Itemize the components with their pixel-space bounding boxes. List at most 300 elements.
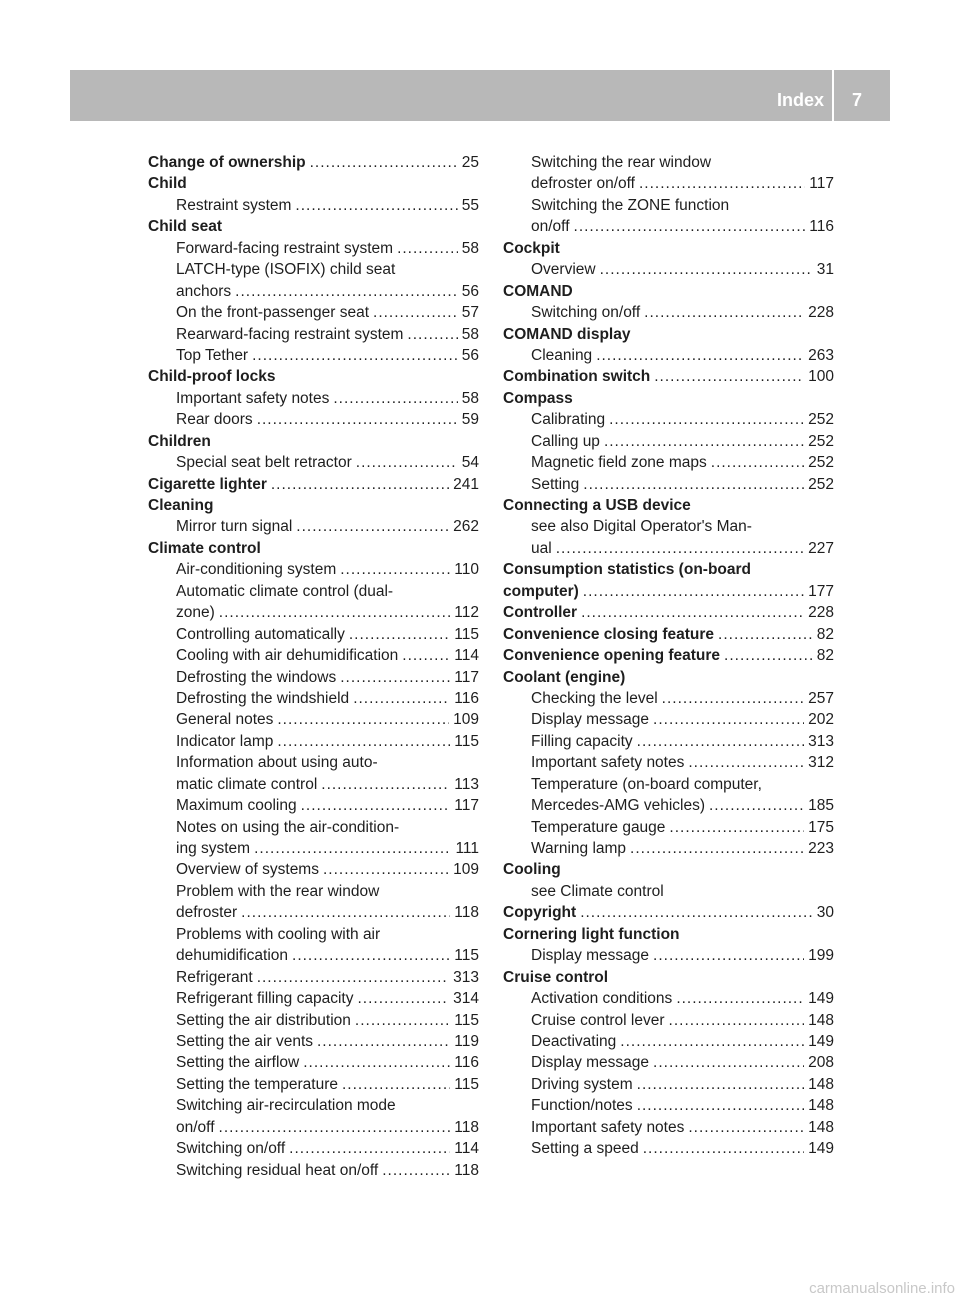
index-page-ref: 113 [454, 775, 479, 793]
index-entry-text: Air-conditioning system [176, 561, 337, 579]
dot-leader [724, 645, 813, 666]
index-page-ref: 115 [454, 1075, 479, 1093]
index-subentry [148, 1052, 479, 1073]
index-entry-text: Cruise control lever [531, 1011, 665, 1029]
dot-leader [604, 431, 804, 452]
index-subentry [148, 752, 479, 773]
index-entry-text: Important safety notes [531, 754, 685, 772]
index-entry-text: Activation conditions [531, 990, 673, 1008]
dot-leader [643, 1138, 804, 1159]
index-subentry [503, 152, 834, 173]
index-entry-text: Automatic climate control (dual- [176, 582, 394, 600]
dot-leader [653, 1052, 804, 1073]
index-subentry [503, 1052, 834, 1073]
index-subentry [148, 409, 479, 430]
index-subentry [148, 881, 479, 902]
dot-leader [271, 474, 449, 495]
index-entry-text: Setting a speed [531, 1140, 639, 1158]
index-page-ref: 257 [808, 689, 834, 707]
dot-leader [630, 838, 804, 859]
index-page-ref: 312 [808, 754, 834, 772]
index-subentry [503, 795, 834, 816]
dot-leader [620, 1031, 804, 1052]
index-entry-text: Switching the ZONE function [531, 196, 730, 214]
index-entry-text: Top Tether [176, 346, 249, 364]
index-heading [503, 667, 834, 688]
index-entry-text: Cleaning [531, 346, 593, 364]
index-page-ref: 109 [453, 861, 479, 879]
index-heading [503, 388, 834, 409]
index-heading [503, 967, 834, 988]
index-entry-text: Important safety notes [531, 1118, 685, 1136]
index-entry-text: Connecting a USB device [503, 497, 691, 514]
dot-leader [257, 967, 449, 988]
index-page-ref: 31 [816, 261, 834, 279]
index-heading [503, 581, 834, 602]
index-entry-text: Rear doors [176, 411, 253, 429]
dot-leader [580, 902, 813, 923]
dot-leader [402, 645, 450, 666]
index-entry-text: Problem with the rear window [176, 882, 380, 900]
index-entry-text: Temperature (on-board computer, [531, 775, 762, 793]
index-entry-text: Overview of systems [176, 861, 319, 879]
index-subentry [148, 302, 479, 323]
index-subentry [503, 216, 834, 237]
index-entry-text: Cornering light function [503, 925, 680, 943]
index-entry-text: On the front-passenger seat [176, 304, 370, 322]
index-entry-text: General notes [176, 711, 274, 729]
index-entry-text: COMAND [503, 282, 573, 300]
dot-leader [583, 474, 804, 495]
dot-leader [323, 859, 449, 880]
index-page-ref: 117 [454, 668, 479, 686]
index-page-ref: 59 [461, 411, 479, 429]
dot-leader [709, 795, 804, 816]
index-subentry [148, 516, 479, 537]
index-entry-text: Overview [531, 261, 596, 279]
dot-leader [596, 345, 804, 366]
index-subentry [503, 173, 834, 194]
dot-leader [340, 667, 450, 688]
dot-leader [711, 452, 804, 473]
section-title: Index [776, 90, 824, 110]
dot-leader [669, 1010, 805, 1031]
index-subentry [503, 452, 834, 473]
index-entry-text: Information about using auto- [176, 754, 378, 772]
index-heading [148, 173, 479, 194]
index-page-ref: 185 [808, 797, 834, 815]
index-page-ref: 117 [809, 175, 834, 193]
index-subentry [148, 988, 479, 1009]
index-heading [148, 431, 479, 452]
dot-leader [373, 302, 458, 323]
index-subentry [148, 259, 479, 280]
index-entry-text: Switching residual heat on/off [176, 1161, 379, 1179]
index-page-ref: 313 [453, 968, 479, 986]
index-subentry [148, 1117, 479, 1138]
dot-leader [296, 516, 449, 537]
index-entry-text: Children [148, 432, 211, 450]
index-entry-text: on/off [531, 218, 570, 236]
index-page-ref: 148 [808, 1097, 834, 1115]
index-heading [503, 324, 834, 345]
index-page-ref: 314 [453, 990, 479, 1008]
index-heading [148, 538, 479, 559]
index-entry-text: Change of ownership [148, 154, 306, 171]
index-page-ref: 177 [808, 582, 834, 600]
dot-leader [583, 581, 804, 602]
index-heading [503, 645, 834, 666]
dot-leader [303, 1052, 450, 1073]
dot-leader [321, 774, 450, 795]
dot-leader [353, 688, 450, 709]
dot-leader [340, 559, 450, 580]
index-page-ref: 116 [809, 218, 834, 236]
index-page-ref: 55 [461, 196, 479, 214]
dot-leader [676, 988, 804, 1009]
index-page-ref: 111 [455, 840, 479, 857]
dot-leader [254, 838, 451, 859]
index-entry-text: matic climate control [176, 775, 318, 793]
index-page-ref: 262 [453, 518, 479, 536]
index-entry-text: Indicator lamp [176, 732, 274, 750]
index-entry-text: Switching on/off [176, 1140, 286, 1158]
index-heading [503, 238, 834, 259]
index-subentry [503, 774, 834, 795]
index-subentry [503, 988, 834, 1009]
index-column-right [503, 152, 834, 1160]
index-entry-text: dehumidification [176, 947, 289, 965]
index-page-ref: 119 [454, 1032, 479, 1050]
index-entry-text: Cockpit [503, 239, 560, 257]
index-subentry [148, 624, 479, 645]
index-page-ref: 82 [816, 625, 834, 643]
index-subentry [148, 1010, 479, 1031]
dot-leader [637, 1074, 804, 1095]
index-subentry [503, 409, 834, 430]
dot-leader [342, 1074, 450, 1095]
index-entry-text: COMAND display [503, 325, 631, 343]
index-entry-text: Calibrating [531, 411, 606, 429]
index-heading [503, 366, 834, 387]
index-page-ref: 100 [808, 368, 834, 386]
index-subentry [148, 645, 479, 666]
index-page-ref: 148 [808, 1075, 834, 1093]
index-page-ref: 116 [454, 1054, 479, 1072]
index-heading [503, 902, 834, 923]
index-page-ref: 252 [808, 432, 834, 450]
index-entry-text: Child [148, 175, 187, 193]
index-entry-text: Consumption statistics (on-board [503, 561, 751, 579]
index-page-ref: 115 [454, 625, 479, 643]
dot-leader [219, 602, 451, 623]
index-subentry [503, 259, 834, 280]
index-entry-text: Switching the rear window [531, 154, 712, 171]
index-page-ref: 115 [454, 732, 479, 750]
index-entry-text: Checking the level [531, 689, 658, 707]
index-entry-text: Forward-facing restraint system [176, 239, 394, 257]
index-subentry [503, 817, 834, 838]
dot-leader [397, 238, 458, 259]
index-entry-text: Compass [503, 389, 573, 407]
dot-leader [653, 945, 804, 966]
index-heading [148, 216, 479, 237]
index-entry-text: Climate control [148, 539, 261, 557]
index-entry-text: Function/notes [531, 1097, 633, 1115]
index-subentry [503, 1010, 834, 1031]
index-heading [503, 495, 834, 516]
index-page-ref: 227 [808, 539, 834, 557]
index-subentry [503, 1031, 834, 1052]
index-page-ref: 56 [461, 282, 479, 300]
index-page-ref: 58 [461, 239, 479, 257]
index-heading [148, 366, 479, 387]
dot-leader [301, 795, 451, 816]
index-entry-text: Coolant (engine) [503, 668, 626, 686]
index-subentry [148, 1095, 479, 1116]
index-subentry [148, 1160, 479, 1181]
index-subentry [148, 602, 479, 623]
index-subentry [148, 1031, 479, 1052]
index-entry-text: Setting the air distribution [176, 1011, 351, 1029]
dot-leader [688, 752, 804, 773]
index-subentry [503, 1117, 834, 1138]
index-subentry [148, 388, 479, 409]
index-subentry [503, 709, 834, 730]
dot-leader [219, 1117, 451, 1138]
dot-leader [289, 1138, 450, 1159]
index-subentry [148, 559, 479, 580]
dot-leader [357, 988, 449, 1009]
index-entry-text: on/off [176, 1118, 215, 1136]
dot-leader [718, 624, 813, 645]
index-subentry [148, 731, 479, 752]
index-subentry [503, 345, 834, 366]
dot-leader [639, 173, 805, 194]
index-subentry [148, 1138, 479, 1159]
index-heading [148, 474, 479, 495]
index-page-ref: 118 [454, 1161, 479, 1179]
index-subentry [148, 281, 479, 302]
index-subentry [148, 774, 479, 795]
dot-leader [277, 709, 449, 730]
dot-leader [653, 709, 804, 730]
index-page-ref: 148 [808, 1118, 834, 1136]
dot-leader [252, 345, 458, 366]
dot-leader [382, 1160, 450, 1181]
dot-leader [600, 259, 813, 280]
index-page-ref: 118 [454, 904, 479, 922]
index-page-ref: 56 [461, 346, 479, 364]
index-subentry [148, 967, 479, 988]
dot-leader [349, 624, 450, 645]
dot-leader [295, 195, 457, 216]
index-entry-text: anchors [176, 282, 232, 300]
index-subentry [148, 452, 479, 473]
index-subentry [503, 474, 834, 495]
dot-leader [556, 538, 804, 559]
index-subentry [148, 667, 479, 688]
index-entry-text: Warning lamp [531, 840, 627, 857]
index-entry-text: Setting the air vents [176, 1032, 313, 1050]
index-heading [148, 495, 479, 516]
watermark: carmanualsonline.info [809, 1280, 955, 1297]
index-entry-text: Cigarette lighter [148, 475, 267, 493]
index-page-ref: 228 [808, 604, 834, 622]
index-page-ref: 202 [808, 711, 834, 729]
index-entry-text: Refrigerant [176, 968, 253, 986]
index-heading [503, 924, 834, 945]
index-page-ref: 58 [461, 325, 479, 343]
index-page-ref: 149 [808, 990, 834, 1008]
index-entry-text: Calling up [531, 432, 600, 450]
index-subentry [148, 581, 479, 602]
index-subentry [148, 238, 479, 259]
dot-leader [310, 152, 458, 173]
index-subentry [503, 731, 834, 752]
index-heading [503, 281, 834, 302]
index-entry-text: Refrigerant filling capacity [176, 990, 354, 1008]
index-entry-text: Important safety notes [176, 389, 330, 407]
index-entry-text: Child-proof locks [148, 368, 276, 386]
dot-leader [356, 452, 458, 473]
index-entry-text: Restraint system [176, 196, 292, 214]
index-page-ref: 252 [808, 475, 834, 493]
index-entry-text: Cooling with air dehumidification [176, 647, 399, 665]
index-entry-text: ual [531, 539, 552, 557]
index-page-ref: 25 [461, 154, 479, 171]
dot-leader [241, 902, 450, 923]
index-heading [503, 559, 834, 580]
index-page-ref: 117 [454, 797, 479, 815]
index-subentry [148, 817, 479, 838]
dot-leader [581, 602, 804, 623]
index-page-ref: 263 [808, 346, 834, 364]
index-entry-text: Problems with cooling with air [176, 925, 381, 943]
index-page-ref: 114 [454, 1140, 479, 1158]
index-entry-text: Driving system [531, 1075, 633, 1093]
index-subentry [503, 838, 834, 859]
index-entry-text: Special seat belt retractor [176, 454, 352, 472]
index-entry-text: Controlling automatically [176, 625, 345, 643]
index-page-ref: 116 [454, 689, 479, 707]
index-page-ref: 54 [461, 454, 479, 472]
index-entry-text: Switching on/off [531, 304, 641, 322]
index-subentry [148, 345, 479, 366]
index-page-ref: 208 [808, 1054, 834, 1072]
index-subentry [503, 538, 834, 559]
index-page-ref: 199 [808, 947, 834, 965]
index-column-left [148, 152, 479, 1181]
index-page-ref: 110 [454, 561, 479, 579]
page-number: 7 [852, 90, 863, 110]
index-page-ref: 82 [816, 647, 834, 665]
dot-leader [292, 945, 450, 966]
index-entry-text: Convenience opening feature [503, 647, 721, 665]
index-entry-text: Magnetic field zone maps [531, 454, 707, 472]
index-entry-text: Copyright [503, 904, 577, 922]
dot-leader [257, 409, 458, 430]
index-heading [503, 602, 834, 623]
index-entry-text: ing system [176, 840, 251, 857]
index-entry-text: Mercedes-AMG vehicles) [531, 797, 705, 815]
index-entry-text: Notes on using the air-condition- [176, 818, 400, 836]
index-entry-text: LATCH-type (ISOFIX) child seat [176, 261, 396, 279]
dot-leader [637, 731, 804, 752]
index-entry-text: Convenience closing feature [503, 625, 715, 643]
dot-leader [637, 1095, 804, 1116]
index-page-ref: 223 [808, 840, 834, 857]
index-heading [148, 152, 479, 173]
index-subentry [503, 1074, 834, 1095]
index-entry-text: Defrosting the windows [176, 668, 337, 686]
index-page-ref: 149 [808, 1140, 834, 1158]
index-entry-text: Defrosting the windshield [176, 689, 350, 707]
index-page-ref: 115 [454, 947, 479, 965]
index-subentry [503, 688, 834, 709]
index-entry-text: Display message [531, 947, 650, 965]
index-page-ref: 112 [454, 604, 479, 622]
index-entry-text: Deactivating [531, 1032, 617, 1050]
dot-leader [355, 1010, 450, 1031]
dot-leader [574, 216, 806, 237]
dot-leader [609, 409, 804, 430]
dot-leader [317, 1031, 450, 1052]
index-entry-text: see also Digital Operator's Man- [531, 518, 752, 536]
index-page-ref: 30 [816, 904, 834, 922]
index-page-ref: 57 [461, 304, 479, 322]
index-entry-text: defroster on/off [531, 175, 635, 193]
index-subentry [503, 302, 834, 323]
index-entry-text: Child seat [148, 218, 223, 236]
index-subentry [148, 1074, 479, 1095]
index-heading [503, 624, 834, 645]
index-subentry [148, 902, 479, 923]
index-subentry [148, 709, 479, 730]
index-page-ref: 313 [808, 732, 834, 750]
index-entry-text: Mirror turn signal [176, 518, 293, 536]
index-entry-text: Cooling [503, 861, 561, 879]
index-entry-text: Combination switch [503, 368, 651, 386]
header-divider [832, 70, 834, 121]
index-page-ref: 58 [461, 389, 479, 407]
index-entry-text: Controller [503, 604, 578, 622]
index-heading [503, 859, 834, 880]
index-page-ref: 252 [808, 411, 834, 429]
index-entry-text: zone) [176, 604, 215, 622]
index-page-ref: 115 [454, 1011, 479, 1029]
index-subentry [503, 752, 834, 773]
index-entry-text: Temperature gauge [531, 818, 666, 836]
index-subentry [148, 195, 479, 216]
index-entry-text: Setting [531, 475, 580, 493]
index-subentry [503, 195, 834, 216]
index-entry-text: Setting the temperature [176, 1075, 338, 1093]
index-subentry [503, 1095, 834, 1116]
index-page-ref: 109 [453, 711, 479, 729]
index-entry-text: see Climate control [531, 882, 664, 900]
index-entry-text: Switching air-recirculation mode [176, 1097, 396, 1115]
index-entry-text: Filling capacity [531, 732, 633, 750]
index-subentry [503, 516, 834, 537]
index-entry-text: Display message [531, 711, 650, 729]
index-page-ref: 149 [808, 1032, 834, 1050]
index-entry-text: Display message [531, 1054, 650, 1072]
index-page-ref: 114 [454, 647, 479, 665]
dot-leader [662, 688, 804, 709]
dot-leader [333, 388, 457, 409]
index-entry-text: Rearward-facing restraint system [176, 325, 404, 343]
